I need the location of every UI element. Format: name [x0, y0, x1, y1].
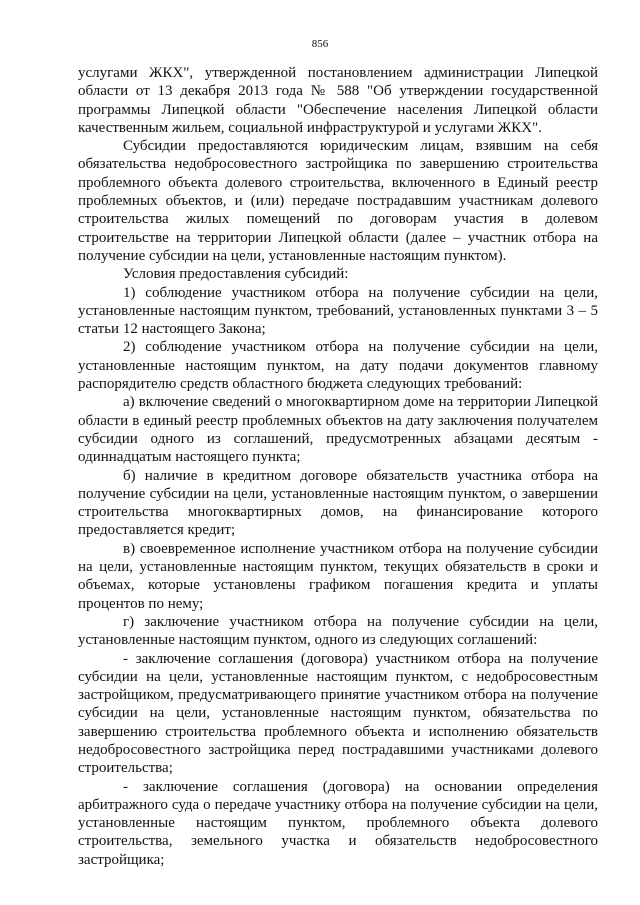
- paragraph: 1) соблюдение участником отбора на получение субсидии на цели, установленные настоящим пунктом, требований, установленных пунктами 3 – 5 статьи 12 настоящего Закона;: [78, 284, 598, 338]
- paragraph: Условия предоставления субсидий:: [123, 266, 349, 283]
- paragraph: услугами ЖКХ", утвержденной постановлением администрации Липецкой области от 13 декабря 2013 года № 588 "Об утверждении государственной программы Липецкой области "Обеспечение населения Липецкой области качественным жильем, социальной инфраструктурой и услугами ЖКХ".: [78, 65, 598, 136]
- paragraph: г) заключение участником отбора на получение субсидии на цели, установленные настоящим пунктом, одного из следующих соглашений:: [78, 613, 598, 649]
- paragraph: Субсидии предоставляются юридическим лицам, взявшим на себя обязательства недобросовестного застройщика по завершению строительства проблемного объекта долевого строительства, включенного в Единый реестр проблемных объектов, и (или) передаче пострадавшим участникам долевого строительства жилых помещений по договорам участия в долевом строительстве на территории Липецкой области (далее – участник отбора на получение субсидии на цели, установленные настоящим пунктом).: [78, 138, 598, 264]
- paragraph: - заключение соглашения (договора) участником отбора на получение субсидии на цели, установленные настоящим пунктом, с недобросовестным застройщиком, предусматривающего принятие участником отбора на получение субсидии на цели, установленные настоящим пунктом, обязательства по завершению строительства проблемного объекта и исполнению обязательств недобросовестного застройщика перед пострадавшими участниками долевого строительства;: [78, 650, 598, 777]
- paragraph: - заключение соглашения (договора) на основании определения арбитражного суда о передаче участнику отбора на получение субсидии на цели, установленные настоящим пунктом, проблемного объекта долевого строительства, земельного участка и обязательств недобросовестного застройщика;: [78, 778, 598, 868]
- document-body: [78, 64, 598, 869]
- paragraph: а) включение сведений о многоквартирном доме на территории Липецкой области в единый реестр проблемных объектов на дату заключения получателем субсидии одного из соглашений, предусмотренных абзацами десятым - одиннадцатым настоящего пункта;: [78, 394, 598, 466]
- paragraph: б) наличие в кредитном договоре обязательств участника отбора на получение субсидии на цели, установленные настоящим пунктом, о завершении строительства многоквартирных домов, на финансирование которого предоставляется кредит;: [78, 467, 598, 539]
- paragraph: 2) соблюдение участником отбора на получение субсидии на цели, установленные настоящим пунктом, на дату подачи документов главному распорядителю средств областного бюджета следующих требований:: [78, 339, 598, 393]
- page-number: 856: [311, 38, 329, 50]
- paragraph: в) своевременное исполнение участником отбора на получение субсидии на цели, установленные настоящим пунктом, текущих обязательств в сроки и объемах, которые установлены графиком погашения кредита и уплаты процентов по нему;: [78, 540, 598, 612]
